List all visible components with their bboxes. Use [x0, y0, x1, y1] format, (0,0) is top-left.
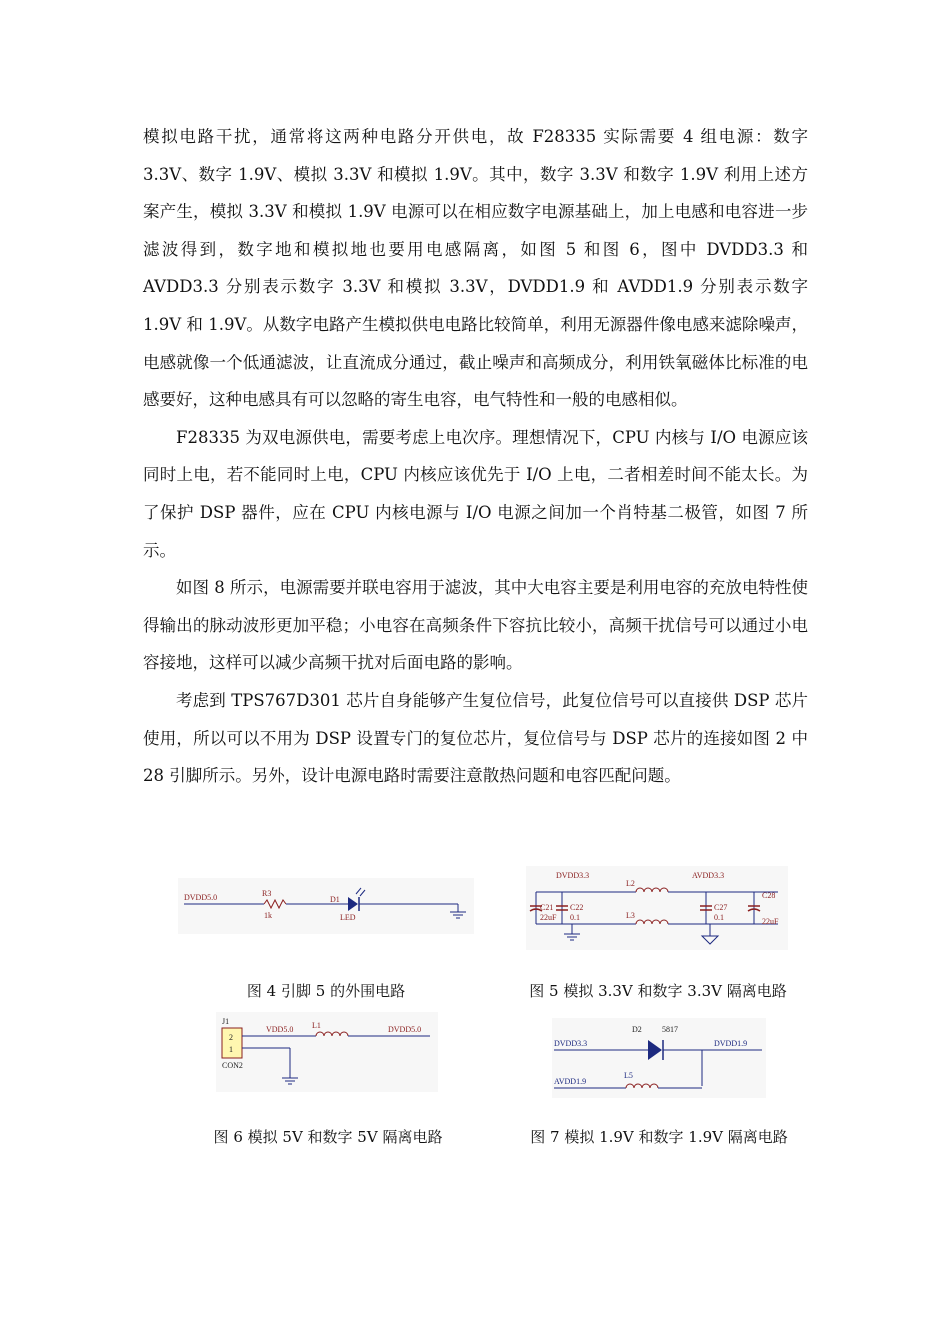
fig7-diode-type: 5817: [662, 1025, 678, 1034]
fig6-connector-type: CON2: [222, 1061, 243, 1070]
fig5-inductor-top: L2: [626, 879, 635, 888]
fig4-resistor-label: R3: [262, 889, 272, 898]
fig7-net-analog: AVDD1.9: [554, 1077, 587, 1086]
fig6-pin2: 2: [229, 1033, 233, 1042]
fig5-net-right: AVDD3.3: [692, 871, 725, 880]
figure-4-schematic: [178, 878, 474, 934]
fig5-inductor-bottom: L3: [626, 911, 635, 920]
figure-7-caption: 图 7 模拟 1.9V 和数字 1.9V 隔离电路: [530, 1128, 788, 1146]
fig6-pin1: 1: [229, 1045, 233, 1054]
figure-4-caption: 图 4 引脚 5 的外围电路: [246, 982, 406, 1000]
figure-5-caption: 图 5 模拟 3.3V 和数字 3.3V 隔离电路: [529, 982, 787, 1000]
fig6-connector-label: J1: [222, 1017, 230, 1026]
fig6-net-left: VDD5.0: [266, 1025, 294, 1034]
figure-6-caption: 图 6 模拟 5V 和数字 5V 隔离电路: [213, 1128, 443, 1146]
fig5-cap-c28: C28: [762, 891, 776, 900]
fig7-diode-label: D2: [632, 1025, 642, 1034]
fig6-inductor: L1: [312, 1021, 321, 1030]
figure-6-schematic: [216, 1012, 438, 1092]
figure-5-schematic: [526, 866, 788, 950]
fig5-cap-c28-value: 22uF: [762, 917, 779, 926]
fig7-inductor: L5: [624, 1071, 633, 1080]
fig7-net-out: DVDD1.9: [714, 1039, 748, 1048]
paragraph-2: F28335 为双电源供电，需要考虑上电次序。理想情况下，CPU 内核与 I/O 电源应该同时上电，若不能同时上电，CPU 内核应该优先于 I/O 上电，二者相差时间不能太长。为了保护 DSP 器件，应在 CPU 内核电源与 I/O 电源之间加一个肖特基二极管，如图 7 所示。: [143, 427, 808, 560]
fig5-cap-c22-value: 0.1: [570, 913, 580, 922]
fig4-diode-type: LED: [340, 913, 356, 922]
body-text: [143, 118, 808, 795]
fig4-resistor-value: 1k: [264, 911, 272, 920]
paragraph-1: 模拟电路干扰，通常将这两种电路分开供电，故 F28335 实际需要 4 组电源：数字 3.3V、数字 1.9V、模拟 3.3V 和模拟 1.9V。其中，数字 3.3V 和数字 1.9V 利用上述方案产生，模拟 3.3V 和模拟 1.9V 电源可以在相应数字电源基础上，加上电感和电容进一步滤波得到，数字地和模拟地也要用电感隔离，如图 5 和图 6，图中 DVDD3.3 和 AVDD3.3 分别表示数字 3.3V 和模拟 3.3V，DVDD1.9 和 AVDD1.9 分别表示数字 1.9V 和 1.9V。从数字电路产生模拟供电电路比较简单，利用无源器件像电感来滤除噪声，电感就像一个低通滤波，让直流成分通过，截止噪声和高频成分，利用铁氧磁体比标准的电感要好，这种电感具有可以忽略的寄生电容，电气特性和一般的电感相似。: [143, 127, 808, 410]
fig5-cap-c21: C21: [540, 903, 554, 912]
fig5-cap-c22: C22: [570, 903, 584, 912]
fig5-net-left: DVDD3.3: [556, 871, 590, 880]
paragraph-3: 如图 8 所示，电源需要并联电容用于滤波，其中大电容主要是利用电容的充放电特性使得输出的脉动波形更加平稳；小电容在高频条件下容抗比较小，高频干扰信号可以通过小电容接地，这样可以减少高频干扰对后面电路的影响。: [143, 578, 808, 673]
paragraph-4: 考虑到 TPS767D301 芯片自身能够产生复位信号，此复位信号可以直接供 DSP 芯片使用，所以可以不用为 DSP 设置专门的复位芯片，复位信号与 DSP 芯片的连接如图 2 中 28 引脚所示。另外，设计电源电路时需要注意散热问题和电容匹配问题。: [143, 690, 808, 786]
fig4-net-label: DVDD5.0: [184, 893, 218, 902]
figure-7-schematic: [552, 1018, 766, 1098]
fig5-cap-c21-value: 22uF: [540, 913, 557, 922]
fig5-cap-c27: C27: [714, 903, 728, 912]
fig5-cap-c27-value: 0.1: [714, 913, 724, 922]
fig4-diode-label: D1: [330, 895, 340, 904]
fig6-net-right: DVDD5.0: [388, 1025, 422, 1034]
fig7-net-in: DVDD3.3: [554, 1039, 588, 1048]
